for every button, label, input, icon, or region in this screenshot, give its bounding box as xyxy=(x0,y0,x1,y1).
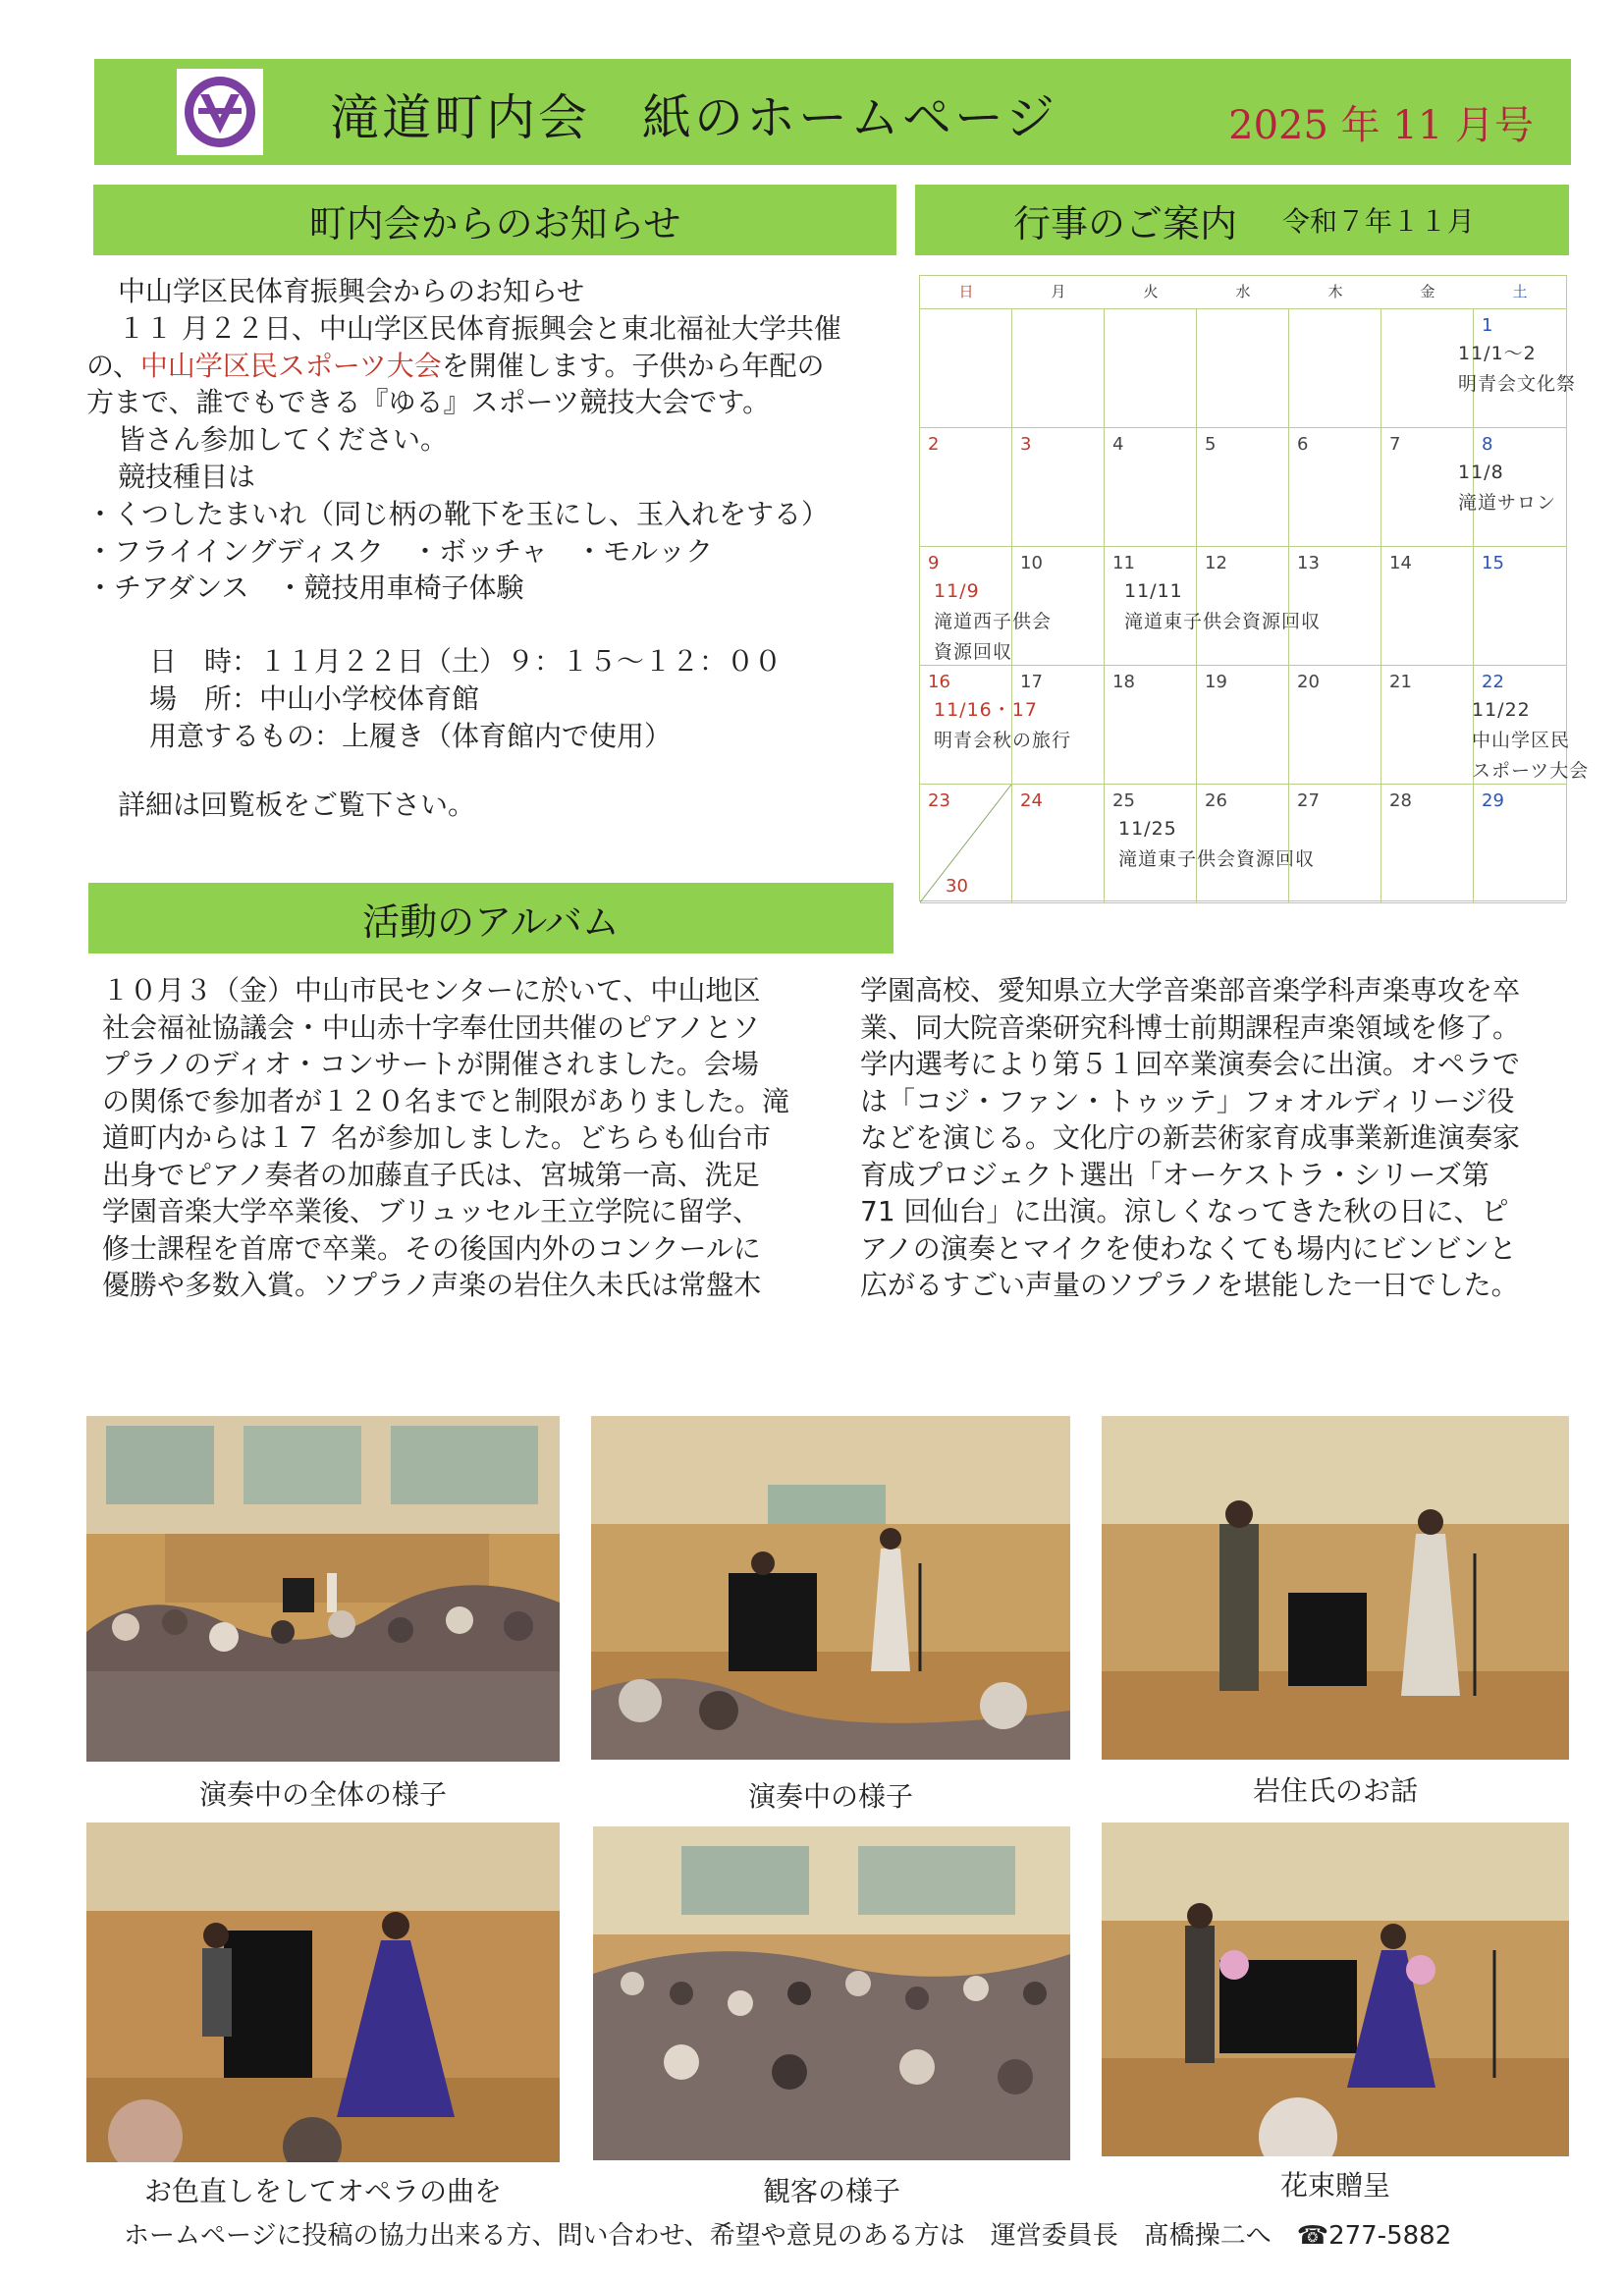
calendar-cell-empty xyxy=(1289,309,1381,428)
calendar-cell xyxy=(1012,785,1105,903)
notice-line: １１ 月２２日、中山学区民体育振興会と東北福祉大学共催 xyxy=(118,311,841,345)
day-number: 10 xyxy=(1020,553,1043,573)
day-number: 3 xyxy=(1020,434,1032,455)
event-item: ・チアダンス ・競技用車椅子体験 xyxy=(86,571,524,605)
event-title: スポーツ大会 xyxy=(1472,760,1590,782)
event-datetime: 日 時：１１月２２日（土）９：１５～１２：００ xyxy=(149,645,783,679)
photo-caption: 花束贈呈 xyxy=(1279,2169,1390,2202)
events-heading: 行事のご案内 xyxy=(1013,201,1238,245)
calendar-cell xyxy=(1474,785,1566,903)
album-line: アノの演奏とマイクを使わなくても場内にビンビンと xyxy=(860,1231,1517,1265)
day-number: 20 xyxy=(1297,672,1320,692)
weekday-label: 水 xyxy=(1235,283,1251,300)
album-line: １０月３（金）中山市民センターに於いて、中山地区 xyxy=(102,974,761,1006)
calendar-cell xyxy=(1381,547,1474,666)
calendar-cell xyxy=(1105,666,1197,785)
events-month: 令和７年１１月 xyxy=(1282,205,1476,238)
day-number: 6 xyxy=(1297,434,1309,455)
calendar-cell xyxy=(1197,428,1289,547)
calendar-event xyxy=(1472,695,1589,787)
album-text-left xyxy=(102,972,809,1304)
calendar-cell xyxy=(1197,666,1289,785)
weekday-label: 月 xyxy=(1051,283,1066,300)
album-line: 学園高校、愛知県立大学音楽部音楽学科声楽専攻を卒 xyxy=(860,974,1521,1006)
album-text-right xyxy=(860,972,1567,1304)
day-number: 11 xyxy=(1112,553,1135,573)
calendar-event xyxy=(1458,339,1576,400)
performance-photo xyxy=(591,1416,1070,1760)
notice-line: 競技種目は xyxy=(118,460,256,493)
day-number: 1 xyxy=(1482,315,1493,336)
event-title: 滝道東子供会資源回収 xyxy=(1118,848,1316,870)
day-number: 2 xyxy=(928,434,940,455)
album-line: 育成プロジェクト選出「オーケストラ・シリーズ第 xyxy=(860,1158,1489,1191)
day-number: 13 xyxy=(1297,553,1320,573)
album-line: 学園音楽大学卒業後、ブリュッセル王立学院に留学、 xyxy=(102,1195,761,1227)
notice-line xyxy=(86,348,882,385)
day-number: 29 xyxy=(1482,790,1504,811)
event-title: 滝道東子供会資源回収 xyxy=(1124,611,1322,632)
calendar-cell xyxy=(1289,666,1381,785)
day-number: 15 xyxy=(1482,553,1504,573)
day-number: 16 xyxy=(928,672,950,692)
day-number: 24 xyxy=(1020,790,1043,811)
event-title: 明青会秋の旅行 xyxy=(934,730,1072,751)
calendar-grid xyxy=(920,309,1590,903)
album-line: は「コジ・ファン・トゥッテ」フォオルディリージ役 xyxy=(860,1084,1515,1117)
calendar-event xyxy=(1458,458,1556,518)
calendar-cell xyxy=(1012,666,1105,785)
weekday-label: 日 xyxy=(958,283,974,300)
notice-body xyxy=(86,273,882,823)
event-item: ・くつしたまいれ（同じ柄の靴下を玉にし、玉入れをする） xyxy=(86,497,830,530)
photo-caption: お色直しをしてオペラの曲を xyxy=(143,2175,502,2207)
notice-text: を開催します。子供から年配の xyxy=(441,349,825,382)
event-date: 11/16・17 xyxy=(934,699,1038,721)
day-number: 9 xyxy=(928,553,940,573)
calendar-cell-empty xyxy=(1197,309,1289,428)
calendar-cell-empty xyxy=(1012,309,1105,428)
spacer xyxy=(86,755,882,787)
event-date: 11/8 xyxy=(1458,462,1504,483)
notice-line: 中山学区民体育振興会からのお知らせ xyxy=(118,275,585,307)
event-place: 場 所：中山小学校体育館 xyxy=(149,681,480,715)
calendar-cell xyxy=(920,428,1012,547)
calendar-cell xyxy=(920,666,1072,785)
photo-caption: 演奏中の全体の様子 xyxy=(198,1778,447,1811)
site-title: 滝道町内会 紙のホームページ xyxy=(330,89,1057,146)
day-number: 18 xyxy=(1112,672,1135,692)
calendar-cell xyxy=(1458,428,1566,547)
event-date: 11/9 xyxy=(934,580,980,602)
album-line: プラノのディオ・コンサートが開催されました。会場 xyxy=(102,1048,759,1080)
event-name-highlight: 中山学区民スポーツ大会 xyxy=(139,349,442,382)
calendar-cell xyxy=(1474,547,1566,666)
calendar-cell xyxy=(1472,666,1590,785)
bouquet-photo xyxy=(1102,1823,1569,2156)
calendar-cell xyxy=(1289,547,1381,666)
album-line: 71 回仙台」に出演。涼しくなってきた秋の日に、ピ xyxy=(860,1195,1509,1227)
weekday-label: 木 xyxy=(1327,283,1343,300)
day-number: 21 xyxy=(1389,672,1412,692)
event-date: 11/25 xyxy=(1118,818,1177,840)
photo-caption: 岩住氏のお話 xyxy=(1252,1774,1418,1807)
weekday-label: 金 xyxy=(1420,283,1435,300)
spacer xyxy=(86,607,882,643)
day-number: 12 xyxy=(1205,553,1227,573)
album-line: 広がるすごい声量のソプラノを堪能した一日でした。 xyxy=(860,1269,1519,1301)
day-number: 23 xyxy=(928,790,950,811)
calendar-cell xyxy=(1289,428,1381,547)
notice-footnote: 詳細は回覧板をご覧下さい。 xyxy=(118,788,476,821)
calendar-cell xyxy=(1381,666,1474,785)
notice-line: 方まで、誰でもできる『ゆる』スポーツ競技大会です。 xyxy=(86,386,771,419)
event-date: 11/22 xyxy=(1472,699,1531,721)
album-line: 出身でピアノ奏者の加藤直子氏は、宮城第一高、洗足 xyxy=(102,1158,760,1191)
calendar-weekday-header xyxy=(920,276,1566,309)
events-heading-bar xyxy=(915,185,1569,255)
day-number: 25 xyxy=(1112,790,1135,811)
calendar-cell-empty xyxy=(920,309,1012,428)
events-calendar xyxy=(919,275,1590,901)
day-number: 8 xyxy=(1482,434,1493,455)
notice-line: 皆さん参加してください。 xyxy=(118,423,449,457)
day-number: 7 xyxy=(1389,434,1401,455)
logo-emblem-icon xyxy=(181,73,259,151)
photo-caption: 演奏中の様子 xyxy=(747,1780,913,1813)
calendar-cell xyxy=(1197,785,1289,903)
day-number: 28 xyxy=(1389,790,1412,811)
album-line: 学内選考により第５１回卒業演奏会に出演。オペラで xyxy=(860,1048,1521,1080)
day-number: 22 xyxy=(1482,672,1504,692)
day-number: 5 xyxy=(1205,434,1217,455)
album-line: 業、同大院音楽研究科博士前期課程声楽領域を修了。 xyxy=(860,1010,1521,1044)
contact-footer: ホームページに投稿の協力出来る方、問い合わせ、希望や意見のある方は 運営委員長 髙橋操二へ ☎277-5882 xyxy=(124,2221,1452,2251)
audience-photo xyxy=(593,1826,1070,2160)
event-title: 滝道西子供会 xyxy=(934,611,1053,632)
album-line: 社会福祉協議会・中山赤十字奉仕団共催のピアノとソ xyxy=(102,1010,760,1044)
event-title: 中山学区民 xyxy=(1472,730,1571,751)
event-items-to-bring: 用意するもの：上履き（体育館内で使用） xyxy=(149,719,673,752)
album-heading: 活動のアルバム xyxy=(88,883,893,953)
event-title: 明青会文化祭 xyxy=(1458,373,1577,395)
opera-photo xyxy=(86,1823,560,2162)
album-line: 道町内からは１７ 名が参加しました。どちらも仙台市 xyxy=(102,1121,771,1154)
album-line: などを演じる。文化庁の新芸術家育成事業新進演奏家 xyxy=(860,1121,1521,1154)
calendar-cell xyxy=(1458,309,1577,428)
calendar-cell xyxy=(1012,547,1105,666)
album-line: 優勝や多数入賞。ソプラノ声楽の岩住久未氏は常盤木 xyxy=(102,1269,762,1301)
day-number: 26 xyxy=(1205,790,1227,811)
calendar-cell xyxy=(1289,785,1381,903)
album-line: の関係で参加者が１２０名までと制限がありました。滝 xyxy=(102,1084,790,1117)
event-title: 滝道サロン xyxy=(1458,492,1557,514)
event-title: 資源回収 xyxy=(934,641,1013,663)
day-number: 14 xyxy=(1389,553,1412,573)
album-line: 修士課程を首席で卒業。その後国内外のコンクールに xyxy=(102,1231,761,1265)
notice-heading: 町内会からのお知らせ xyxy=(93,185,896,255)
photo-caption: 観客の様子 xyxy=(762,2175,900,2207)
event-item: ・フライイングディスク ・ボッチャ ・モルック xyxy=(86,534,714,568)
event-date: 11/11 xyxy=(1124,580,1183,602)
weekday-label: 火 xyxy=(1143,283,1159,300)
day-number: 4 xyxy=(1112,434,1124,455)
calendar-cell xyxy=(1012,428,1105,547)
town-association-logo xyxy=(177,69,263,155)
weekday-label: 土 xyxy=(1512,283,1528,300)
concert-overview-photo xyxy=(86,1416,560,1762)
calendar-cell-empty xyxy=(1105,309,1197,428)
notice-text: の、 xyxy=(86,349,140,382)
day-number: 27 xyxy=(1297,790,1320,811)
calendar-cell xyxy=(1197,547,1289,666)
day-number: 17 xyxy=(1020,672,1043,692)
event-date: 11/1～2 xyxy=(1458,343,1537,364)
day-number: 30 xyxy=(946,876,968,897)
calendar-cell xyxy=(1105,428,1197,547)
day-number: 19 xyxy=(1205,672,1227,692)
issue-date: 2025 年 11 月号 xyxy=(1228,103,1534,148)
calendar-cell xyxy=(1381,785,1474,903)
page-header xyxy=(94,59,1571,165)
speech-photo xyxy=(1102,1416,1569,1760)
calendar-cell xyxy=(920,785,1012,903)
